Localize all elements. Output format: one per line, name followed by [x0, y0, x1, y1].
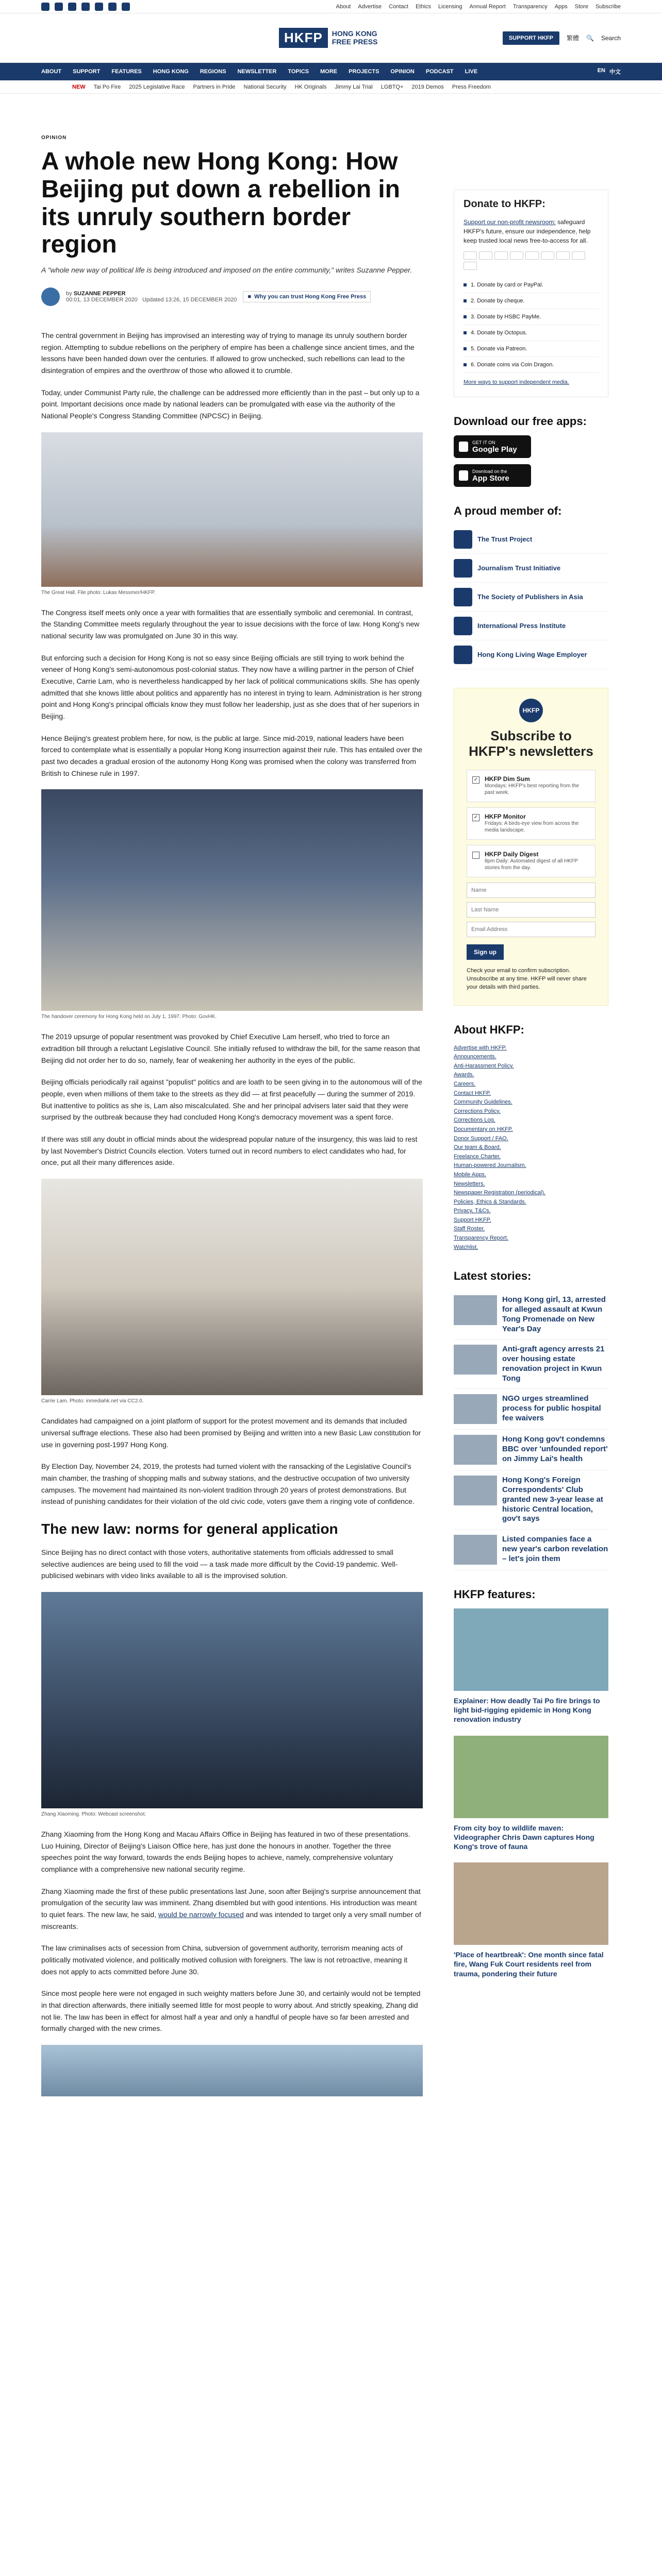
member-name: International Press Institute [477, 622, 566, 630]
story-item[interactable] [454, 1290, 608, 1340]
story-thumb[interactable] [454, 1295, 497, 1325]
about-link[interactable]: Careers. [454, 1080, 476, 1087]
feature-image[interactable] [454, 1862, 608, 1945]
article-paragraph: The Congress itself meets only once a year with formalities that are essentially symbolic and ceremonial. In contrast, the Standing Committee meets regularly throughout the year to issue decisions with the force of law. Hong Kong's new national security law was promulgated on June 30 in this way. [41, 608, 420, 640]
topic-link[interactable]: LGBTQ+ [380, 83, 404, 90]
article-image-carrie-lam [41, 1179, 423, 1395]
image-caption: The handover ceremony for Hong Kong held on July 1, 1997. Photo: GovHK. [41, 1014, 217, 1020]
newsletter-checkbox[interactable]: ✓ [472, 776, 479, 784]
story-item[interactable] [454, 1389, 608, 1430]
main-nav [0, 63, 662, 80]
newsletter-desc: Mondays: HKFP's best reporting from the past week. [485, 783, 580, 796]
article-paragraph: The central government in Beijing has improvised an interesting way of trying to manage its unruly southern border region. Attempting to subdue rebellions on the periphery of empire has been a challenge since ancient times, and the lessons have been handed down over the centuries. If allowed to grow unchecked, such rebellions can lead to the disintegration of empires and the overthrow of those who allowed it to crumble. [41, 331, 415, 375]
about-link[interactable]: Transparency Report. [454, 1235, 508, 1242]
topic-link[interactable]: 2025 Legislative Race [129, 83, 185, 90]
donate-title: Donate to HKFP: [464, 198, 545, 210]
donate-step[interactable]: 4. Donate by Octopus. [464, 325, 599, 341]
paragraph-text: Zhang Xiaoming made the first of these public presentations last June, soon after Beijing's surprise announcement that promulgation of the security law was imminent. Zhang disembled but with good intentions. His introduction was meant to quiet fears. The new law, he said, [41, 1887, 421, 1919]
about-link[interactable]: Announcements. [454, 1054, 496, 1060]
feature-headline[interactable]: Explainer: How deadly Tai Po fire brings to light bid-rigging epidemic in Hong Kong renovation industry [454, 1697, 600, 1724]
donate-steps [464, 277, 599, 373]
about-links [454, 1044, 608, 1252]
mastercard-icon [479, 251, 492, 260]
sopa-logo [454, 588, 472, 606]
google-play-small: GET IT ON [472, 439, 495, 445]
article-paragraph: Candidates had campaigned on a joint platform of support for the protest movement and its demands that included universal suffrage elections. These also had been promised by Beijing and written into a new Basic Law constitution for use in governing post-1997 Hong Kong. [41, 1417, 421, 1449]
app-store-button[interactable] [454, 464, 531, 487]
image-caption: Carrie Lam. Photo: inmediahk.net via CC2.0. [41, 1398, 144, 1404]
nav-item[interactable]: NEWSLETTER [237, 69, 277, 75]
utility-link[interactable]: Store [574, 3, 589, 10]
donate-step[interactable]: 3. Donate by HSBC PayMe. [464, 309, 599, 325]
member-name: The Society of Publishers in Asia [477, 593, 583, 601]
nav-item[interactable]: REGIONS [200, 69, 226, 75]
about-section [454, 1023, 608, 1252]
google-play-button[interactable] [454, 435, 531, 458]
about-link[interactable]: Privacy, T&Cs. [454, 1208, 491, 1214]
story-headline[interactable]: Listed companies face a new year's carbon revelation – let's join them [502, 1535, 608, 1563]
paypal-icon [510, 251, 523, 260]
story-item[interactable] [454, 1430, 608, 1470]
topic-link[interactable]: National Security [243, 83, 287, 90]
utility-link[interactable]: Contact [389, 3, 409, 10]
about-title: About HKFP: [454, 1023, 524, 1036]
member-title: A proud member of: [454, 504, 562, 517]
donate-step[interactable]: 5. Donate via Patreon. [464, 341, 599, 357]
about-link[interactable]: Human-powered Journalism. [454, 1162, 526, 1169]
linkedin-icon[interactable] [108, 3, 117, 11]
about-link[interactable]: Contact HKFP. [454, 1090, 491, 1096]
trust-link[interactable] [243, 291, 371, 302]
about-link[interactable]: Newsletters. [454, 1180, 485, 1187]
article-paragraph [41, 1886, 423, 1933]
nav-item[interactable]: OPINION [390, 69, 415, 75]
nav-item[interactable]: HONG KONG [153, 69, 189, 75]
latest-stories [454, 1269, 608, 1570]
about-link[interactable]: Our team & Board. [454, 1144, 501, 1151]
inline-link[interactable]: would be narrowly focused [158, 1910, 244, 1919]
about-link[interactable]: Newspaper Registration (periodical). [454, 1190, 545, 1196]
google-pay-icon [541, 251, 554, 260]
about-link[interactable]: Advertise with HKFP. [454, 1044, 507, 1051]
article-title: A whole new Hong Kong: How Beijing put down a rebellion in its unruly southern border region [41, 148, 400, 259]
apple-pay-icon [525, 251, 539, 260]
about-link[interactable]: Awards. [454, 1072, 474, 1078]
member-ipi[interactable] [454, 612, 608, 640]
last-name-input[interactable] [467, 902, 595, 918]
nav-item[interactable]: SUPPORT [73, 69, 101, 75]
utility-link[interactable]: Apps [554, 3, 568, 10]
feature-headline[interactable]: From city boy to wildlife maven: Videographer Chris Dawn captures Hong Kong's trove of fauna [454, 1823, 594, 1851]
rss-icon[interactable] [122, 3, 130, 11]
google-play-label: Google Play [472, 445, 517, 454]
article-image-handover [41, 789, 423, 1011]
member-sopa[interactable] [454, 583, 608, 612]
article-paragraph: Hence Beijing's greatest problem here, for now, is the public at large. Since mid-2019, national leaders have been forced to contemplate what is essentially a popular Hong Kong insurrection against their rule. This has entailed over the past two decades a gradual erosion of the autonomy Hong Kong was promised when the colony was transferred from British to Chinese rule in 1997. [41, 734, 423, 777]
donate-step[interactable]: 6. Donate coins via Coin Dragon. [464, 357, 599, 373]
apps-title: Download our free apps: [454, 415, 587, 428]
hkfp-features [454, 1588, 608, 1978]
donate-step[interactable]: 2. Donate by cheque. [464, 293, 599, 309]
story-thumb[interactable] [454, 1476, 497, 1505]
byline-prefix: by [66, 291, 72, 297]
newsletter-name: HKFP Dim Sum [485, 775, 530, 783]
newsletter-checkbox[interactable]: ✓ [472, 814, 479, 821]
story-thumb[interactable] [454, 1345, 497, 1375]
member-jti[interactable] [454, 554, 608, 583]
article-paragraph: Beijing officials periodically rail against "populist" politics and are loath to be seen giving in to the autonomous will of the people, even when millions of them take to the streets as they did — at first peacefully — during the summer of 2019. But inattentive to politics as she is, Lam also miscalculated. She and her principal advisers later said that they were surprised by the outbreak because they had concluded Hong Kong's democracy movement was a spent force. [41, 1078, 422, 1122]
topic-link[interactable]: 2019 Demos [411, 83, 444, 90]
image-caption: The Great Hall. File photo: Lukas Messmer/HKFP. [41, 589, 156, 596]
nav-item[interactable]: PODCAST [425, 69, 454, 75]
visa-icon [464, 251, 477, 260]
content-wrap [0, 135, 662, 2099]
story-item[interactable] [454, 1340, 608, 1389]
app-store-label: App Store [472, 473, 509, 483]
byline [66, 291, 237, 303]
sidebar [454, 135, 608, 2099]
topic-link[interactable]: Partners in Pride [193, 83, 236, 90]
topic-nav [0, 80, 662, 94]
feature-headline[interactable]: 'Place of heartbreak': One month since fatal fire, Wang Fuk Court residents reel from trauma, pondering their future [454, 1951, 604, 1978]
chinese-link[interactable]: 繁體 [567, 35, 580, 42]
facebook-icon[interactable] [55, 3, 63, 11]
utility-links [336, 4, 621, 10]
jti-logo [454, 559, 472, 578]
article-meta [41, 287, 423, 306]
utility-link[interactable]: Annual Report [469, 3, 506, 10]
about-link[interactable]: Donor Support / FAQ. [454, 1135, 508, 1142]
search-icon[interactable]: 🔍 [586, 34, 594, 42]
living-wage-logo [454, 646, 472, 664]
search-label[interactable]: Search [601, 34, 621, 42]
about-link[interactable]: Community Guidelines. [454, 1099, 512, 1106]
about-link[interactable]: Freelance Charter. [454, 1153, 501, 1160]
article-paragraph: If there was still any doubt in official minds about the widespread popular nature of the insurgency, this was laid to rest by last November's District Councils election. Voters turned out in record numbers to elect candidates who had, for once, put all their many differences aside. [41, 1135, 418, 1167]
author-avatar[interactable] [41, 287, 60, 306]
story-headline[interactable]: Hong Kong girl, 13, arrested for alleged assault at Kwun Tong Promenade on New Year's Day [502, 1295, 606, 1333]
member-living-wage[interactable] [454, 640, 608, 669]
subscribe-title: Subscribe to HKFP's newsletters [469, 728, 593, 759]
article-paragraph: Today, under Communist Party rule, the challenge can be addressed more efficiently than in the past – but only up to a point. Important decisions once made by national leaders can be promulgated with ease via the authority of the National People's Congress Standing Committee (NPCSC) in Beijing. [41, 388, 420, 420]
member-name: The Trust Project [477, 535, 533, 543]
features-title: HKFP features: [454, 1588, 536, 1601]
article-rubric[interactable]: OPINION [41, 135, 67, 141]
about-link[interactable]: Watchlist. [454, 1244, 478, 1250]
story-headline[interactable]: Anti-graft agency arrests 21 over housing estate renovation project in Kwun Tong [502, 1345, 605, 1383]
utility-bar [0, 0, 662, 13]
feature-image[interactable] [454, 1608, 608, 1691]
signup-button[interactable]: Sign up [467, 944, 504, 960]
latest-title: Latest stories: [454, 1269, 532, 1283]
story-item[interactable] [454, 1530, 608, 1570]
topic-link[interactable]: Press Freedom [452, 83, 491, 90]
newsletter-desc: Fridays: A birds-eye view from across the media landscape. [485, 820, 579, 834]
paragraph-text: and was intended to target only a very small number of miscreants. [41, 1910, 421, 1930]
updated-date: Updated 13:26, 15 DECEMBER 2020 [142, 297, 237, 303]
newsletter-checkbox[interactable] [472, 852, 479, 859]
email-input[interactable] [467, 922, 595, 937]
about-link[interactable]: Documentary on HKFP. [454, 1126, 513, 1132]
article-paragraph: Since most people here were not engaged in such weighty matters before June 30, and certainly would not be tempted in that direction afterwards, there initially seemed little for most people to worry about. And strictly speaking, Zhang did not lie. The law has been in effect for almost half a year and only a handful of people have so far been arrested and formally charged with the new crimes. [41, 1989, 421, 2033]
image-caption: Zhang Xiaoming. Photo: Webcast screenshot. [41, 1811, 146, 1817]
telegram-icon[interactable] [95, 3, 103, 11]
donate-step[interactable]: 1. Donate by card or PayPal. [464, 277, 599, 293]
utility-link[interactable]: About [336, 3, 351, 10]
trust-label: Why you can trust Hong Kong Free Press [254, 294, 367, 300]
story-item[interactable] [454, 1470, 608, 1530]
newsletter-signup [454, 688, 608, 1006]
utility-link[interactable]: Subscribe [595, 3, 621, 10]
author-name[interactable]: SUZANNE PEPPER [73, 291, 126, 297]
patreon-icon [464, 262, 477, 270]
story-thumb[interactable] [454, 1535, 497, 1565]
app-store-small: Download on the [472, 468, 507, 474]
about-link[interactable]: Support HKFP. [454, 1216, 491, 1223]
language-switcher [598, 67, 621, 76]
topic-link[interactable]: Tai Po Fire [93, 83, 121, 90]
nav-item[interactable]: ABOUT [41, 69, 62, 75]
newsletter-option[interactable] [467, 845, 595, 877]
member-name: Hong Kong Living Wage Employer [477, 651, 587, 658]
donate-box [454, 190, 608, 397]
article [41, 135, 423, 2099]
section-heading: The new law: norms for general application [41, 1520, 338, 1537]
more-ways-link[interactable]: More ways to support independent media. [464, 379, 569, 385]
utility-link[interactable]: Advertise [358, 3, 382, 10]
article-image-zhang-xiaoming [41, 1592, 423, 1808]
story-headline[interactable]: Hong Kong's Foreign Correspondents' Club granted new 3-year lease at historic Central location, gov't says [502, 1476, 603, 1523]
article-paragraph: Since Beijing has no direct contact with those voters, authoritative statements from officials addressed to small selective audiences are being used to fill the void — a task made more difficult by the Covid-19 pandemic. Well-publicised webinars with video links available to all is the improvised solution. [41, 1548, 398, 1580]
story-thumb[interactable] [454, 1435, 497, 1465]
new-badge: NEW [72, 83, 86, 90]
amex-icon [494, 251, 508, 260]
lang-zh[interactable]: 中文 [609, 69, 621, 75]
header-actions [503, 31, 621, 45]
about-link[interactable]: Corrections Policy. [454, 1108, 501, 1114]
newsletter-name: HKFP Monitor [485, 812, 526, 820]
logo-mark: HKFP [279, 28, 328, 48]
story-headline[interactable]: NGO urges streamlined process for public hospital fee waivers [502, 1394, 601, 1422]
trust-icon: ■ [247, 294, 252, 300]
article-paragraph: The 2019 upsurge of popular resentment was provoked by Chief Executive Lam herself, who tried to force an extradition bill through a reluctant Legislative Council. She initially refused to withdraw the bill, for the same reason that Beijing did not order her to do so, namely, fear of weakening her authority in the eyes of the public. [41, 1032, 420, 1064]
newsletter-option[interactable] [467, 770, 595, 802]
trust-project-logo [454, 530, 472, 549]
article-paragraph: By Election Day, November 24, 2019, the protests had turned violent with the ransacking of the Legislative Council's main chamber, the trashing of shopping malls and subway stations, and the destructive occupation of two university campuses. The movement had maintained its non-violent tradition through 20 years of protest demonstrations. But instead of punishing candidates for their violation of the old civic code, voters gave them a ringing vote of confidence. [41, 1462, 415, 1506]
support-button[interactable]: SUPPORT HKFP [503, 31, 559, 45]
nav-item[interactable]: TOPICS [288, 69, 309, 75]
instagram-icon[interactable] [68, 3, 76, 11]
subscribe-logo: HKFP [519, 699, 543, 722]
nav-item[interactable]: PROJECTS [349, 69, 379, 75]
site-header [0, 13, 662, 63]
topic-link[interactable]: Jimmy Lai Trial [335, 83, 373, 90]
donate-blurb-link[interactable]: Support our non-profit newsroom: [464, 218, 556, 226]
lang-en[interactable]: EN [597, 67, 605, 74]
payment-methods [464, 251, 599, 270]
donate-blurb [464, 217, 599, 245]
about-link[interactable]: Corrections Log. [454, 1117, 495, 1124]
utility-link[interactable]: Transparency [512, 3, 548, 10]
article-paragraph: But enforcing such a decision for Hong Kong is not so easy since Beijing officials are still trying to work behind the veneer of Hong Kong's semi-autonomous post-colonial status. They now have a willing partner in the person of Chief Executive, Carrie Lam, who is nevertheless handicapped by her lack of political communications skills. She has openly admitted that she knows little about politics and apparently has no interest in trying to learn. Administration is her strong point and Hong Kong's principal officials know they must follow her leadership, just as she does that of her superiors in Beijing. [41, 653, 422, 721]
site-logo[interactable] [279, 28, 389, 48]
topic-link[interactable]: HK Originals [294, 83, 327, 90]
feature-image[interactable] [454, 1736, 608, 1818]
member-trust-project[interactable] [454, 525, 608, 554]
story-headline[interactable]: Hong Kong gov't condemns BBC over 'unfounded report' on Jimmy Lai's health [502, 1435, 608, 1463]
newsletter-name: HKFP Daily Digest [485, 850, 539, 858]
about-link[interactable]: Mobile Apps. [454, 1171, 486, 1178]
utility-link[interactable]: Ethics [416, 3, 432, 10]
payme-icon [572, 251, 585, 260]
nav-item[interactable]: MORE [320, 69, 338, 75]
published-date: 00:01, 13 DECEMBER 2020 [66, 297, 138, 303]
article-paragraph: Zhang Xiaoming from the Hong Kong and Macau Affairs Office in Beijing has featured in two of these presentations. Luo Huining, Director of Beijing's Liaison Office here, has just done the honours in another. Together the three speeches point the way forward, towards the ends Beijing hopes to achieve, namely, comprehensive voluntary compliance with a comprehensive new national security regime. [41, 1829, 410, 1873]
about-link[interactable]: Staff Roster. [454, 1226, 485, 1232]
youtube-icon[interactable] [81, 3, 90, 11]
about-link[interactable]: Policies, Ethics & Standards. [454, 1198, 526, 1205]
social-links [41, 3, 130, 11]
logo-text: HONG KONG FREE PRESS [332, 29, 378, 46]
newsletter-option[interactable] [467, 807, 595, 840]
story-thumb[interactable] [454, 1394, 497, 1424]
member-name: Journalism Trust Initiative [477, 564, 561, 572]
donate-blurb-text: safeguard HKFP's future, ensure our independence, help keep trusted local news free-to-access for all. [464, 218, 591, 244]
article-paragraph: The law criminalises acts of secession from China, subversion of government authority, terrorism meaning acts of politically motivated violence, and politically motived collusion with foreigners. The law is not retroactive, meaning it does not apply to acts committed before June 30. [41, 1944, 408, 1976]
article-lead: A "whole new way of political life is being introduced and imposed on the entire community," writes Suzanne Pepper. [41, 266, 412, 274]
article-image-great-hall [41, 432, 423, 587]
twitter-icon[interactable] [41, 3, 49, 11]
article-image-bottom [41, 2045, 423, 2096]
about-link[interactable]: Anti-Harassment Policy. [454, 1062, 514, 1069]
name-input[interactable] [467, 883, 595, 898]
subscribe-note: Check your email to confirm subscription. Unsubscribe at any time. HKFP will never share your details with third parties. [467, 967, 587, 990]
nav-item[interactable]: LIVE [465, 69, 478, 75]
nav-item[interactable]: FEATURES [111, 69, 142, 75]
utility-link[interactable]: Licensing [438, 3, 462, 10]
newsletter-desc: 8pm Daily: Automated digest of all HKFP stories from the day. [485, 858, 578, 871]
ipi-logo [454, 617, 472, 635]
octopus-icon [556, 251, 570, 260]
